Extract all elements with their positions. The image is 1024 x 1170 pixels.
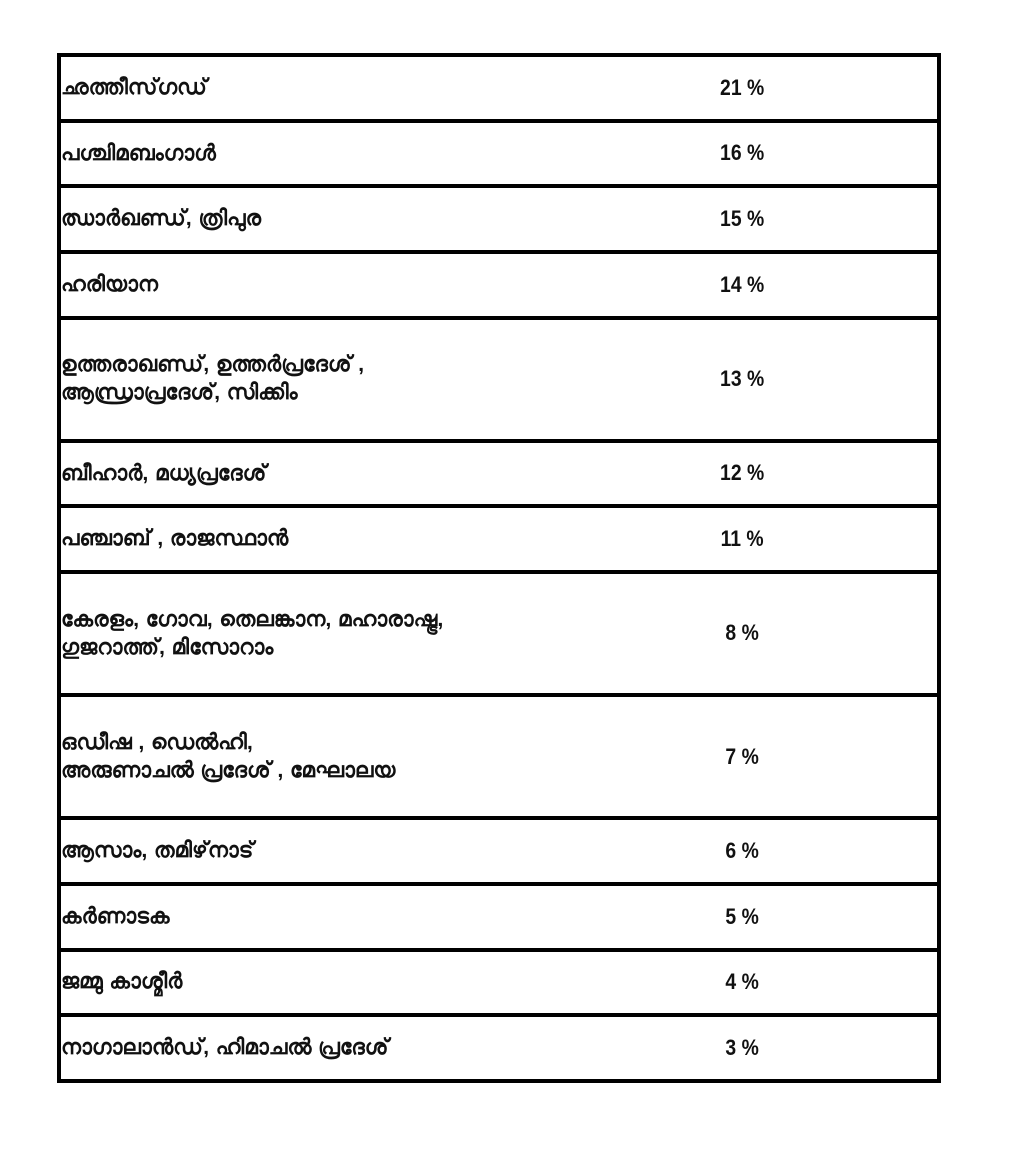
region-cell	[59, 441, 547, 507]
percentage-table-container	[57, 53, 941, 1083]
table-row	[59, 572, 939, 695]
region-line: ആസാം, തമിഴ്‌നാട്	[61, 838, 254, 863]
percentage-cell: 11 %	[720, 526, 764, 552]
region-cell	[59, 121, 547, 187]
table-body	[59, 55, 939, 1081]
region-line: ജമ്മു കാശ്മീർ	[61, 969, 183, 994]
table-row	[59, 1015, 939, 1081]
region-line: ഝാർഖണ്ഡ്, ത്രിപുര	[61, 206, 262, 231]
region-cell	[59, 55, 547, 121]
region-cell	[59, 186, 547, 252]
table-row	[59, 506, 939, 572]
region-line: പശ്ചിമബംഗാൾ	[61, 140, 216, 165]
region-cell	[59, 252, 547, 318]
region-line: നാഗാലാൻഡ്, ഹിമാചൽ പ്രദേശ്	[61, 1035, 389, 1060]
percentage-cell: 4 %	[725, 969, 759, 995]
region-line: പഞ്ചാബ് , രാജസ്ഥാൻ	[61, 526, 289, 551]
percentage-cell: 15 %	[720, 205, 765, 231]
region-cell	[59, 884, 547, 950]
region-line: ഉത്തരാഖണ്ഡ്, ഉത്തർപ്രദേശ് ,	[61, 352, 365, 377]
region-cell	[59, 1015, 547, 1081]
percentage-cell: 8 %	[725, 620, 759, 646]
percentage-cell: 14 %	[720, 271, 765, 297]
region-line: അരുണാചൽ പ്രദേശ് , മേഘാലയ	[61, 757, 396, 782]
table-row	[59, 695, 939, 818]
region-cell	[59, 950, 547, 1016]
region-line: ബീഹാർ, മധ്യപ്രദേശ്	[61, 460, 267, 485]
table-row	[59, 818, 939, 884]
table-row	[59, 186, 939, 252]
percentage-cell: 21 %	[720, 74, 765, 100]
table-row	[59, 252, 939, 318]
percentage-cell: 6 %	[725, 837, 759, 863]
percentage-cell: 12 %	[720, 460, 765, 486]
region-line: ആന്ധ്രാപ്രദേശ്, സിക്കിം	[61, 380, 298, 405]
region-cell	[59, 695, 547, 818]
table-row	[59, 55, 939, 121]
region-cell	[59, 818, 547, 884]
percentage-cell: 7 %	[725, 743, 759, 769]
percentage-cell: 5 %	[725, 903, 759, 929]
region-line: കേരളം, ഗോവ, തെലങ്കാന, മഹാരാഷ്ട്ര,	[61, 606, 444, 631]
table-row	[59, 441, 939, 507]
region-line: ഗുജറാത്ത്, മിസോറാം	[61, 634, 274, 659]
region-line: ഒഡീഷ , ഡെൽഹി,	[61, 729, 253, 754]
region-line: ഹരിയാന	[61, 271, 159, 296]
table-row	[59, 318, 939, 441]
percentage-cell: 3 %	[725, 1034, 759, 1060]
table-row	[59, 121, 939, 187]
percentage-cell: 16 %	[720, 140, 765, 166]
percentage-cell: 13 %	[720, 365, 765, 391]
region-line: കർണാടക	[61, 903, 170, 928]
region-cell	[59, 318, 547, 441]
table-row	[59, 950, 939, 1016]
region-cell	[59, 506, 547, 572]
table-row	[59, 884, 939, 950]
region-percentage-table	[57, 53, 941, 1083]
region-cell	[59, 572, 547, 695]
region-line: ഛത്തീസ്‌ഗഡ്	[61, 74, 207, 99]
